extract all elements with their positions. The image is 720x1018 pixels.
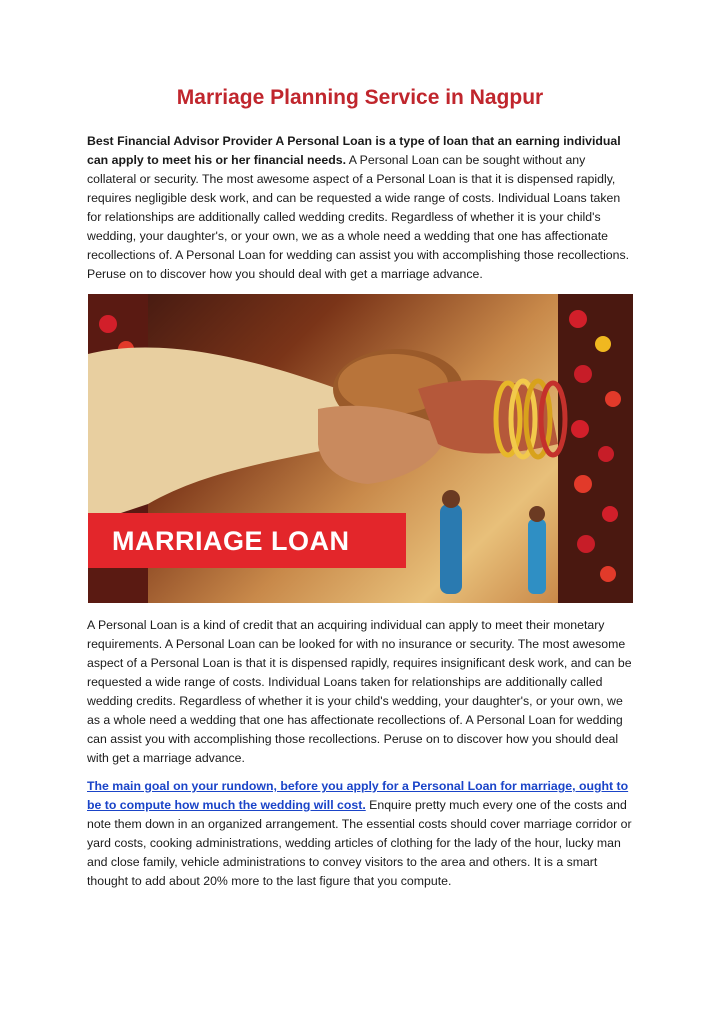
- banner-text: MARRIAGE LOAN: [112, 526, 350, 556]
- body-paragraph-2: A Personal Loan is a kind of credit that an acquiring individual can apply to meet their monetary requirements. A Personal Loan can be looked for with no insurance or security. The most awesome aspect of a Personal Loan is that it is dispensed rapidly, requires insignificant desk work, and can be requested a wide range of costs. Individual Loans taken for relationships are additionally called wedding credits. Regardless of whether it is your child's wedding, your daughter's, or your own, we as a whole need a wedding that one has affectionate recollections of. A Personal Loan for wedding can assist you with accomplishing those recollections. Peruse on to discover how you should deal with get a marriage advance.: [87, 618, 632, 765]
- paragraph-3-body-text: Enquire pretty much every one of the costs and note them down in an organized arrangement. The essential costs should cover marriage corridor or yard costs, cooking administrations, wedding articles of clothing for the lady of the hour, lucky man and close family, vehicle administrations to convey visitors to the area and others. It is a smart thought to add about 20% more to the last figure that you compute.: [87, 798, 632, 888]
- page-title: Marriage Planning Service in Nagpur: [176, 86, 544, 109]
- intro-paragraph: [87, 132, 632, 284]
- right-flower-garland: [558, 294, 633, 603]
- marriage-loan-photo: [88, 294, 633, 603]
- intro-body-text: A Personal Loan can be sought without any collateral or security. The most awesome aspect of a Personal Loan is that it is dispensed rapidly, requires negligible desk work, and can be requested a wide range of costs. Individual Loans taken for relationships are additionally called wedding credits. Regardless of whether it is your child's wedding, your daughter's, or your own, we as a whole need a wedding that one has affectionate recollections of. A Personal Loan for wedding can assist you with accomplishing those recollections. Peruse on to discover how you should deal with get a marriage advance.: [87, 153, 630, 281]
- cost-planning-link[interactable]: The main goal on your rundown, before you apply for a Personal Loan for marriage, ought to be to compute how much the wedding will cost.: [87, 779, 629, 812]
- marriage-loan-banner: [88, 513, 406, 568]
- sherwani-sleeve: [88, 347, 353, 524]
- intro-bold-text: Best Financial Advisor Provider A Personal Loan is a type of loan that an earning individual can apply to meet his or her financial needs.: [87, 134, 621, 167]
- body-paragraph-3: [87, 777, 632, 891]
- background-guests: [440, 490, 546, 594]
